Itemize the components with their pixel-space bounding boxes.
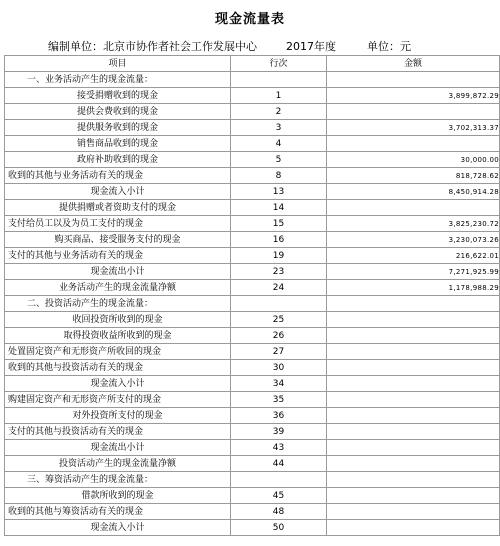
table-row [5,424,500,440]
row-number: 44 [231,456,327,472]
row-item: 二、投资活动产生的现金流量： [5,296,231,312]
row-number: 14 [231,200,327,216]
row-number: 15 [231,216,327,232]
table-row [5,296,500,312]
table-row [5,152,500,168]
table-row [5,136,500,152]
row-item: 购买商品、接受服务支付的现金 [5,232,231,248]
table-row [5,408,500,424]
row-item: 对外投资所支付的现金 [5,408,231,424]
row-number: 26 [231,328,327,344]
row-amount: 3,899,872.29 [327,88,500,104]
table-row [5,472,500,488]
table-row [5,168,500,184]
row-number: 30 [231,360,327,376]
row-amount [327,200,500,216]
row-number: 35 [231,392,327,408]
row-item: 支付给员工以及为员工支付的现金 [5,216,231,232]
row-amount [327,296,500,312]
row-item: 提供捐赠或者资助支付的现金 [5,200,231,216]
table-row [5,264,500,280]
row-item: 现金流入小计 [5,184,231,200]
currency-unit: 单位：元 [367,40,411,53]
row-number: 23 [231,264,327,280]
row-item: 借款所收到的现金 [5,488,231,504]
row-number: 1 [231,88,327,104]
row-item: 提供会费收到的现金 [5,104,231,120]
row-item: 购建固定资产和无形资产所支付的现金 [5,392,231,408]
row-number: 8 [231,168,327,184]
row-number: 25 [231,312,327,328]
row-amount: 1,178,988.29 [327,280,500,296]
table-row [5,344,500,360]
table-row [5,200,500,216]
row-amount: 7,271,925.99 [327,264,500,280]
row-number: 48 [231,504,327,520]
table-row [5,232,500,248]
row-amount: 3,230,073.26 [327,232,500,248]
table-row [5,184,500,200]
row-item: 现金流入小计 [5,376,231,392]
row-amount [327,488,500,504]
row-item: 一、业务活动产生的现金流量： [5,72,231,88]
row-amount [327,72,500,88]
row-number [231,72,327,88]
row-amount: 3,702,313.37 [327,120,500,136]
row-amount: 8,450,914.28 [327,184,500,200]
table-row [5,248,500,264]
table-row [5,520,500,536]
row-item: 支付的其他与投资活动有关的现金 [5,424,231,440]
row-item: 现金流出小计 [5,440,231,456]
row-item: 支付的其他与业务活动有关的现金 [5,248,231,264]
table-row [5,120,500,136]
table-row [5,392,500,408]
page-title: 现金流量表 [214,12,285,27]
row-amount: 3,825,230.72 [327,216,500,232]
row-number: 5 [231,152,327,168]
row-amount [327,312,500,328]
row-number: 19 [231,248,327,264]
row-item: 接受捐赠收到的现金 [5,88,231,104]
row-item: 业务活动产生的现金流量净额 [5,280,231,296]
row-number: 45 [231,488,327,504]
table-header-row [5,56,500,72]
row-number: 36 [231,408,327,424]
row-number: 3 [231,120,327,136]
table-body [5,72,500,536]
row-amount [327,376,500,392]
row-item: 处置固定资产和无形资产所收回的现金 [5,344,231,360]
row-amount [327,136,500,152]
row-item: 投资活动产生的现金流量净额 [5,456,231,472]
row-number [231,472,327,488]
row-number [231,296,327,312]
table-row [5,216,500,232]
row-number: 16 [231,232,327,248]
row-amount [327,424,500,440]
table-row [5,88,500,104]
table-row [5,488,500,504]
table-row [5,328,500,344]
row-number: 2 [231,104,327,120]
row-item: 政府补助收到的现金 [5,152,231,168]
row-number: 27 [231,344,327,360]
cash-flow-table [4,55,500,536]
row-amount [327,472,500,488]
table-row [5,504,500,520]
table-row [5,440,500,456]
row-amount [327,104,500,120]
row-amount: 216,622.01 [327,248,500,264]
table-row [5,280,500,296]
row-item: 收到的其他与筹资活动有关的现金 [5,504,231,520]
row-amount [327,504,500,520]
column-header-row-number: 行次 [231,56,327,72]
table-row [5,72,500,88]
row-amount [327,408,500,424]
row-number: 24 [231,280,327,296]
row-number: 4 [231,136,327,152]
row-item: 收到的其他与投资活动有关的现金 [5,360,231,376]
table-row [5,312,500,328]
table-row [5,456,500,472]
row-number: 34 [231,376,327,392]
organization-label: 编制单位：北京市协作者社会工作发展中心 [48,40,257,53]
row-number: 39 [231,424,327,440]
row-item: 现金流入小计 [5,520,231,536]
row-amount [327,456,500,472]
row-item: 三、筹资活动产生的现金流量： [5,472,231,488]
row-amount [327,392,500,408]
table-row [5,360,500,376]
table-row [5,104,500,120]
row-number: 13 [231,184,327,200]
row-amount [327,440,500,456]
row-amount [327,520,500,536]
row-item: 现金流出小计 [5,264,231,280]
row-amount: 30,000.00 [327,152,500,168]
column-header-item: 项目 [5,56,231,72]
row-amount: 818,728.62 [327,168,500,184]
fiscal-year: 2017年度 [286,40,336,53]
table-row [5,376,500,392]
row-item: 销售商品收到的现金 [5,136,231,152]
row-item: 提供服务收到的现金 [5,120,231,136]
row-amount [327,344,500,360]
column-header-amount: 金额 [327,56,500,72]
row-amount [327,360,500,376]
row-number: 50 [231,520,327,536]
row-item: 收回投资所收到的现金 [5,312,231,328]
row-amount [327,328,500,344]
row-item: 取得投资收益所收到的现金 [5,328,231,344]
row-number: 43 [231,440,327,456]
row-item: 收到的其他与业务活动有关的现金 [5,168,231,184]
